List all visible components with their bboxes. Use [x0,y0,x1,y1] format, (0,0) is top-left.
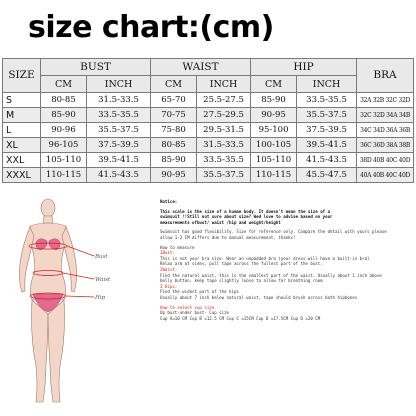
hips-line-1: Find the widest part of the hips [160,289,239,295]
bust-cm-cell: 96-105 [41,138,87,153]
table-row [3,153,414,168]
waist-inch-cell: 31.5-33.5 [197,138,251,153]
hip-cm-cell: 85-90 [251,93,297,108]
waist-header: WAIST [151,59,251,76]
how-to-measure-heading: How to measure [160,244,195,250]
hip-inch-cell: 39.5-41.5 [297,138,357,153]
hip-cm-cell: 110-115 [251,168,297,183]
cup-line-2: Cup A=10 CM Cup B =12.5 CM Cup C =15CM Cup D =17.5CM Cup D =20 CM [160,315,321,321]
bust-cm-cell: 105-110 [41,153,87,168]
hip-inch-cell: 33.5-35.5 [297,93,357,108]
waist-line-2: belly button, keep tape slightly loose to allow for breathing room [160,278,323,284]
subheader-cm: CM [151,76,197,93]
scale-line-3: measurements ofbust/ waist /hip and weight/height [160,219,281,225]
table-row [3,138,414,153]
bust-inch-cell: 35.5-37.5 [87,123,151,138]
table-row [3,108,414,123]
bra-cell: 38D 40B 40C 40D [357,153,414,168]
size-cell: S [3,93,41,108]
waist-cm-cell: 80-85 [151,138,197,153]
hip-header: HIP [251,59,357,76]
figure-left-leg [32,300,49,402]
cup-size-heading: How to select cup size [160,304,215,310]
bra-cell: 32C 32D 34A 34B [357,108,414,123]
size-chart-table [2,58,414,183]
bust-inch-cell: 39.5-41.5 [87,153,151,168]
subheader-inch: INCH [297,76,357,93]
hip-cm-cell: 105-110 [251,153,297,168]
waist-inch-cell: 33.5-35.5 [197,153,251,168]
hip-inch-cell: 35.5-37.5 [297,108,357,123]
flex-line-1: Swimsuit has good flexibility. Size for reference only. Compare the detail with yours please [160,229,387,235]
table-row [3,168,414,183]
figure-right-leg [48,300,65,402]
waist-cm-cell: 65-70 [151,93,197,108]
bust-cm-cell: 80-85 [41,93,87,108]
bust-cm-cell: 110-115 [41,168,87,183]
table-row [3,123,414,138]
bust-line-2: Relax arm at sides, pull tape across the fullest part of the bust. [160,261,323,267]
hip-cm-cell: 90-95 [251,108,297,123]
waist-inch-cell: 35.5-37.5 [197,168,251,183]
bust-cm-cell: 90-96 [41,123,87,138]
bra-cell: 40A 40B 40C 40D [357,168,414,183]
bra-cell: 32A 32B 32C 32D [357,93,414,108]
body-measurement-figure [2,196,152,411]
waist-inch-cell: 25.5-27.5 [197,93,251,108]
hips-heading: 3 Hips: [160,283,178,289]
notice-heading: Notice: [160,199,178,204]
subheader-cm: CM [41,76,87,93]
table-subheader-row [3,76,414,93]
bra-header: BRA [357,59,414,93]
hip-inch-cell: 37.5-39.5 [297,123,357,138]
cup-line-1: Up bust-under bust- Cup size [160,310,230,316]
page-title: size chart:(cm) [28,10,274,45]
bust-header: BUST [41,59,151,76]
flex-line-2: allow 1-2 CM differs due to manual measurement, thanks! [160,234,296,240]
size-cell: M [3,108,41,123]
hip-pointer [66,296,94,297]
hip-cm-cell: 100-105 [251,138,297,153]
waist-pointer [63,273,94,279]
bra-cell: 34C 34D 36A 36B [357,123,414,138]
size-header: SIZE [3,59,41,93]
size-cell: XXL [3,153,41,168]
size-cell: XXXL [3,168,41,183]
size-cell: XL [3,138,41,153]
bust-label: Bust [95,254,108,260]
waist-label: Waist [95,277,111,283]
hip-label: Hip [95,295,106,301]
hip-cm-cell: 95-100 [251,123,297,138]
bust-inch-cell: 41.5-43.5 [87,168,151,183]
bust-line-1: This is not your bra size. Wear an unpadded bra (your dress will have a built-in bra) [160,255,370,261]
scale-line-1: This scale is the size of a human body. It doesn't mean the size of a [160,208,331,214]
table-row [3,93,414,108]
scale-line-2: swimsuit !!Still not sure about size? Wed love to advise based on your [160,214,333,220]
hip-inch-cell: 45.5-47.5 [297,168,357,183]
bust-inch-cell: 31.5-33.5 [87,93,151,108]
figure-neck [43,216,53,223]
bust-inch-cell: 37.5-39.5 [87,138,151,153]
hips-line-2: Usually about 7 inch below natural waist, tape should brush across both hipbones [160,294,358,300]
waist-inch-cell: 27.5-29.5 [197,108,251,123]
subheader-inch: INCH [87,76,151,93]
bra-cell: 36C 36D 38A 38B [357,138,414,153]
hip-inch-cell: 41.5-43.5 [297,153,357,168]
waist-cm-cell: 90-95 [151,168,197,183]
waist-heading: 2Waist: [160,266,178,272]
waist-line-1: Find the natural waist, this is the smallest part of the waist. Usually about 1 inch above [160,272,382,278]
waist-inch-cell: 29.5-31.5 [197,123,251,138]
figure-torso [30,223,66,300]
figure-head [41,199,55,217]
size-cell: L [3,123,41,138]
bust-cm-cell: 85-90 [41,108,87,123]
bust-inch-cell: 33.5-35.5 [87,108,151,123]
table-header-row [3,59,414,76]
subheader-cm: CM [251,76,297,93]
waist-cm-cell: 70-75 [151,108,197,123]
measurement-notes [160,199,414,321]
bust-heading: 1Bust: [160,250,175,256]
subheader-inch: INCH [197,76,251,93]
waist-cm-cell: 75-80 [151,123,197,138]
waist-cm-cell: 85-90 [151,153,197,168]
